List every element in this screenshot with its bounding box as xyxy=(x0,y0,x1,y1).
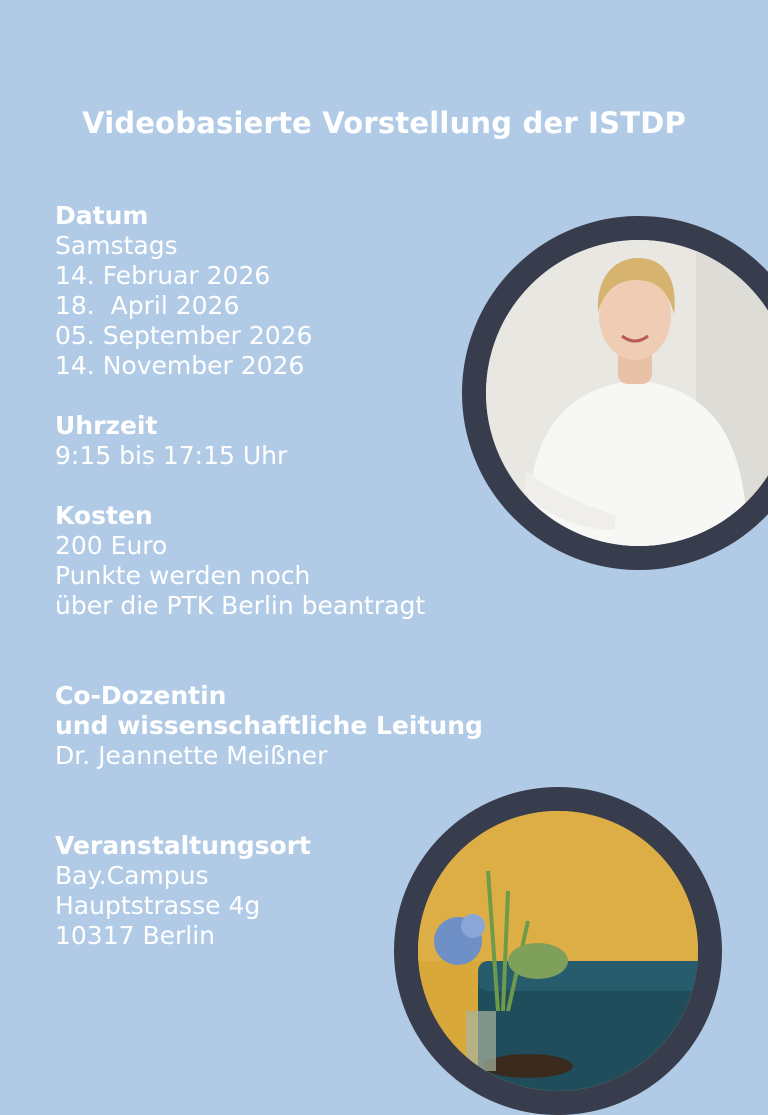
date-line: 14. Februar 2026 xyxy=(55,261,271,290)
date-line: Samstags xyxy=(55,231,178,260)
lecturer-label-line2: und wissenschaftliche Leitung xyxy=(55,711,483,740)
portrait-illustration xyxy=(486,240,768,546)
time-label: Uhrzeit xyxy=(55,411,158,440)
portrait-photo xyxy=(462,216,768,570)
date-line: 14. November 2026 xyxy=(55,351,305,380)
venue-section xyxy=(55,831,311,951)
time-line: 9:15 bis 17:15 Uhr xyxy=(55,441,288,470)
cost-section xyxy=(55,501,425,621)
cost-line: Punkte werden noch xyxy=(55,561,311,590)
date-line: 18. April 2026 xyxy=(55,291,240,320)
cost-line: 200 Euro xyxy=(55,531,168,560)
venue-illustration xyxy=(418,811,698,1091)
time-section xyxy=(55,411,287,471)
lecturer-section xyxy=(55,681,483,771)
page-title: Videobasierte Vorstellung der ISTDP xyxy=(82,106,686,140)
venue-label: Veranstaltungsort xyxy=(55,831,311,860)
venue-line: Bay.Campus xyxy=(55,861,209,890)
venue-line: Hauptstrasse 4g xyxy=(55,891,261,920)
lecturer-label: Co-Dozentin xyxy=(55,681,227,710)
date-section xyxy=(55,201,312,381)
date-label: Datum xyxy=(55,201,149,230)
venue-line: 10317 Berlin xyxy=(55,921,216,950)
lecturer-name: Dr. Jeannette Meißner xyxy=(55,741,328,770)
venue-photo xyxy=(394,787,722,1115)
cost-label: Kosten xyxy=(55,501,153,530)
date-line: 05. September 2026 xyxy=(55,321,313,350)
cost-line: über die PTK Berlin beantragt xyxy=(55,591,426,620)
